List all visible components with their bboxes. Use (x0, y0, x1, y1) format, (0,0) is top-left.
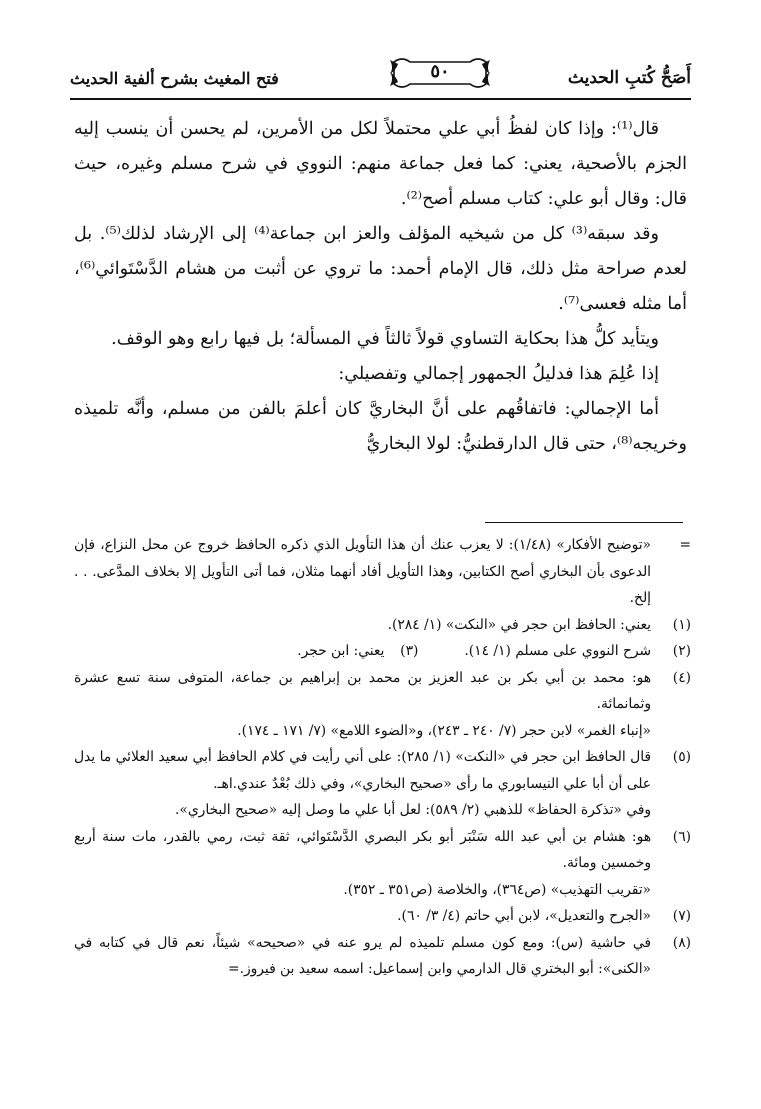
footnote-5 (74, 744, 691, 824)
footnote-6 (74, 824, 691, 904)
paragraph: ويتأيد كلُّ هذا بحكاية التساوي قولاً ثالثاً في المسألة؛ بل فيها رابع وهو الوقف. (111, 329, 659, 349)
work-title: فتح المغيث بشرح ألفية الحديث (70, 68, 279, 88)
footnote-marker: (٥) (672, 749, 691, 765)
footnote-reference: وفي «تذكرة الحفاظ» للذهبي (٢/ ٥٨٩): لعل أبا علي ما وصل إليه «صحيح البخاري». (175, 802, 651, 818)
footnote-continuation (74, 532, 691, 612)
footnote-text: في حاشية (س): ومع كون مسلم تلميذه لم يرو عنه في «صحيحه» شيئاً، نعم قال في كتابه في «الكنى»: أبو البختري قال الدارمي وابن إسماعيل: اسمه سعيد بن فيروز.= (74, 934, 651, 977)
footnote-marker: (٦) (672, 828, 691, 845)
footnote-text: هو: محمد بن أبي بكر بن عبد العزيز بن محمد بن إبراهيم بن جماعة، المتوفى سنة تسع عشرة وثمانمائة. (74, 669, 651, 712)
header-rule (70, 98, 691, 100)
page-header (70, 58, 691, 98)
page-number-frame (388, 56, 492, 90)
footnote-marker: (٧) (672, 908, 691, 924)
footnote-reference: «تقريب التهذيب» (ص٣٦٤)، والخلاصة (ص٣٥١ ـ ٣٥٢). (343, 881, 651, 898)
footnote-text: هو: هشام بن أبي عبد الله سَنْبَر أبو بكر البصري الدَّسْتَوائي، ثقة ثبت، رمي بالقدر، مات سنة أربع وخمسين ومائة. (74, 828, 651, 871)
footnote-marker: = (679, 537, 691, 553)
paragraph: قال⁽¹⁾: وإذا كان لفظُ أبي علي محتملاً لكل من الأمرين، لم يحسن أن ينسب إليه الجزم بالأصحية، يعني: كما فعل جماعة منهم: النووي في شرح مسلم وغيره، حيث قال: وقال أبو علي: كتاب مسلم أصح⁽²⁾. (74, 119, 687, 209)
page-number: ٥٠ (430, 61, 450, 82)
footnote-marker: (٨) (672, 934, 691, 951)
footnote-text: شرح النووي على مسلم (١/ ١٤). (464, 643, 651, 659)
footnote-text: يعني: ابن حجر. (297, 643, 385, 659)
footnote-text: «توضيح الأفكار» (١/٤٨): لا يعزب عنك أن هذا التأويل الذي ذكره الحافظ خروج عن محل النزاع، فإن الدعوى بأن البخاري أصح الكتابين، وهذا التأويل أفاد أنهما مثلان، فما أتى التأويل إلا بخلاف المدَّعى. . . إلخ. (74, 537, 651, 606)
footnote-marker: (١) (672, 616, 691, 633)
footnote-marker: (٣) (400, 643, 419, 659)
footnote-reference: «إنباء الغمر» لابن حجر (٧/ ٢٤٠ ـ ٢٤٣)، و«الضوء اللامع» (٧/ ١٧١ ـ ١٧٤). (237, 722, 651, 739)
footnote-text: يعني: الحافظ ابن حجر في «النكت» (١/ ٢٨٤). (387, 616, 651, 633)
footnote-8 (74, 930, 691, 983)
footnote-1 (74, 612, 691, 639)
footnote-marker: (٤) (672, 669, 691, 686)
footnote-pair (74, 638, 691, 665)
footnotes (74, 532, 691, 983)
paragraph: أما الإجمالي: فاتفاقُهم على أنَّ البخاريَّ كان أعلمَ بالفن من مسلم، وأنَّه تلميذه وخريجه⁽⁸⁾، حتى قال الدارقطنيُّ: لولا البخاريُّ (74, 399, 687, 454)
paragraph: وقد سبقه⁽³⁾ كل من شيخيه المؤلف والعز ابن جماعة⁽⁴⁾ إلى الإرشاد لذلك⁽⁵⁾. بل لعدم صراحة مثل ذلك، قال الإمام أحمد: ما تروي عن أثبت من هشام الدَّسْتَوائي⁽⁶⁾، أما مثله فعسى⁽⁷⁾. (74, 224, 687, 314)
footnote-3 (297, 638, 418, 665)
footnote-text: «الجرح والتعديل»، لابن أبي حاتم (٤/ ٣/ ٦٠). (397, 908, 651, 924)
main-text (74, 112, 687, 462)
footnote-marker: (٢) (672, 643, 691, 659)
footnote-separator (485, 522, 683, 523)
footnote-text: قال الحافظ ابن حجر في «النكت» (١/ ٢٨٥): على أني رأيت في كلام الحافظ أبي سعيد العلائي ما يدل على أن أبا علي النيسابوري ما رأى «صحيح البخاري»، وفي ذلك بُعْدٌ عندي.اهـ. (74, 749, 651, 792)
book-title: أَصَحُّ كُتبِ الحديث (567, 68, 691, 88)
footnote-7 (74, 903, 691, 930)
footnote-4 (74, 665, 691, 745)
paragraph: إذا عُلِمَ هذا فدليلُ الجمهور إجمالي وتفصيلي: (338, 364, 659, 384)
